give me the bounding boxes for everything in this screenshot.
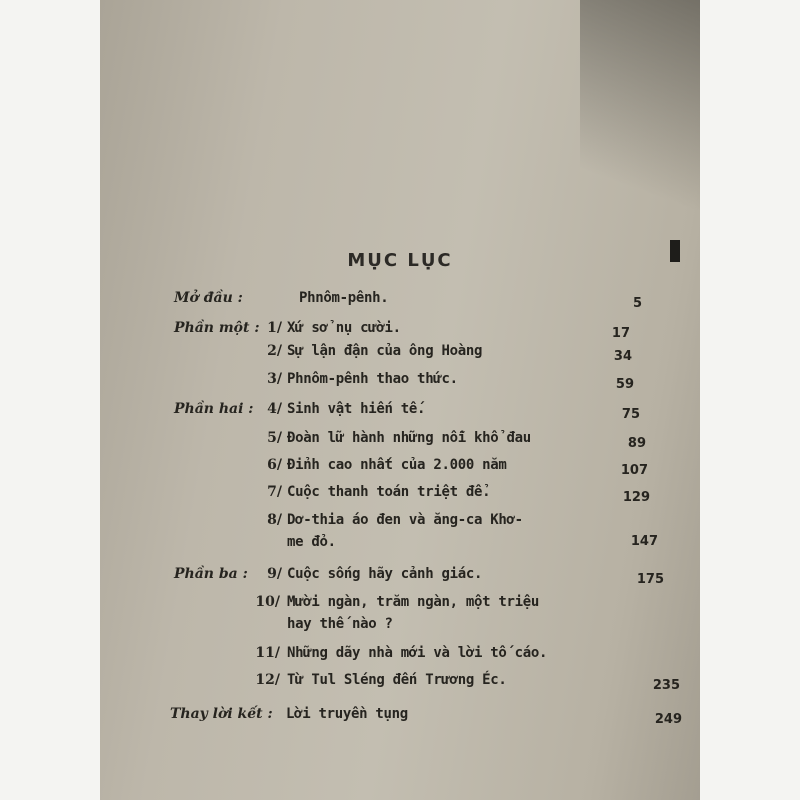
- toc-entry-number: 8/: [267, 512, 282, 528]
- toc-entry: [100, 566, 700, 588]
- toc-entry-title: Sinh vật hiến tế.: [287, 401, 426, 417]
- toc-section-label: Phần một :: [174, 320, 260, 336]
- toc-page-number: 5: [632, 296, 642, 311]
- toc-entry-title: Những dãy nhà mới và lời tố cáo.: [287, 645, 548, 661]
- toc-entry-title: Đỉnh cao nhất của 2.000 năm: [287, 457, 507, 473]
- toc-entry-title-continued: me đỏ.: [287, 534, 336, 550]
- toc-page-number: 147: [630, 534, 658, 549]
- toc-entry-title: Đoàn lữ hành những nỗi khổ đau: [287, 430, 531, 446]
- toc-section-label: Mở đầu :: [174, 290, 243, 306]
- toc-entry: [100, 484, 700, 506]
- toc-page-number: 17: [611, 326, 630, 341]
- toc-entry-number: 6/: [267, 457, 282, 473]
- toc-entry: [100, 320, 700, 342]
- toc-entry-number: 5/: [267, 430, 282, 446]
- toc-entry-title: Cuộc sống hãy cảnh giác.: [287, 566, 483, 582]
- toc-section-label: Phần ba :: [174, 566, 248, 582]
- toc-entry-number: 11/: [255, 645, 280, 661]
- toc-page-number: 129: [622, 490, 650, 505]
- toc-entry-title: Phnôm-pênh.: [299, 290, 389, 306]
- toc-entry-number: 3/: [267, 371, 282, 387]
- toc-entry-number: 1/: [267, 320, 282, 336]
- toc-entry: [100, 401, 700, 423]
- toc-entry: [100, 457, 700, 479]
- toc-entry: [100, 594, 700, 632]
- toc-page-number: 75: [621, 407, 640, 422]
- toc-page-number: 107: [620, 463, 648, 478]
- toc-entry-title: Phnôm-pênh thao thức.: [287, 371, 458, 387]
- toc-entry: [100, 430, 700, 452]
- toc-page-number: 175: [636, 572, 664, 587]
- toc-entry-title: Lời truyền tụng: [286, 706, 408, 722]
- toc-entry-number: 7/: [267, 484, 282, 500]
- toc-entry-title: Cuộc thanh toán triệt để.: [287, 484, 491, 500]
- page-title: MỤC LỤC: [347, 250, 453, 271]
- toc-entry-number: 4/: [267, 401, 282, 417]
- toc-entry: [100, 706, 700, 728]
- toc-entry-title: Mười ngàn, trăm ngàn, một triệu: [287, 594, 539, 610]
- toc-entry: [100, 343, 700, 365]
- toc-entry-title-continued: hay thế nào ?: [287, 616, 393, 632]
- toc-page-number: 34: [613, 349, 632, 364]
- toc-entry: [100, 512, 700, 550]
- book-page: [100, 0, 700, 800]
- toc-entry: [100, 371, 700, 393]
- toc-entry-title: Dơ-thia áo đen và ăng-ca Khơ-: [287, 512, 523, 528]
- toc-section-label: Phần hai :: [174, 401, 254, 417]
- toc-entry: [100, 645, 700, 667]
- toc-page-number: 249: [654, 712, 682, 727]
- toc-entry-title: Xứ sở nụ cười.: [287, 320, 401, 336]
- toc-entry: [100, 290, 700, 312]
- toc-page-number: 59: [615, 377, 634, 392]
- toc-entry-number: 10/: [255, 594, 280, 610]
- toc-entry-number: 12/: [255, 672, 280, 688]
- toc-entry: [100, 672, 700, 694]
- toc-entry-title: Sự lận đận của ông Hoàng: [287, 343, 483, 359]
- page-shadow: [580, 0, 700, 260]
- toc-page-number: 235: [652, 678, 680, 693]
- toc-section-label: Thay lời kết :: [170, 706, 273, 722]
- toc-entry-number: 9/: [267, 566, 282, 582]
- toc-page-number: 89: [627, 436, 646, 451]
- toc-entry-title: Từ Tul Sléng đến Trương Éc.: [287, 672, 507, 688]
- toc-entry-number: 2/: [267, 343, 282, 359]
